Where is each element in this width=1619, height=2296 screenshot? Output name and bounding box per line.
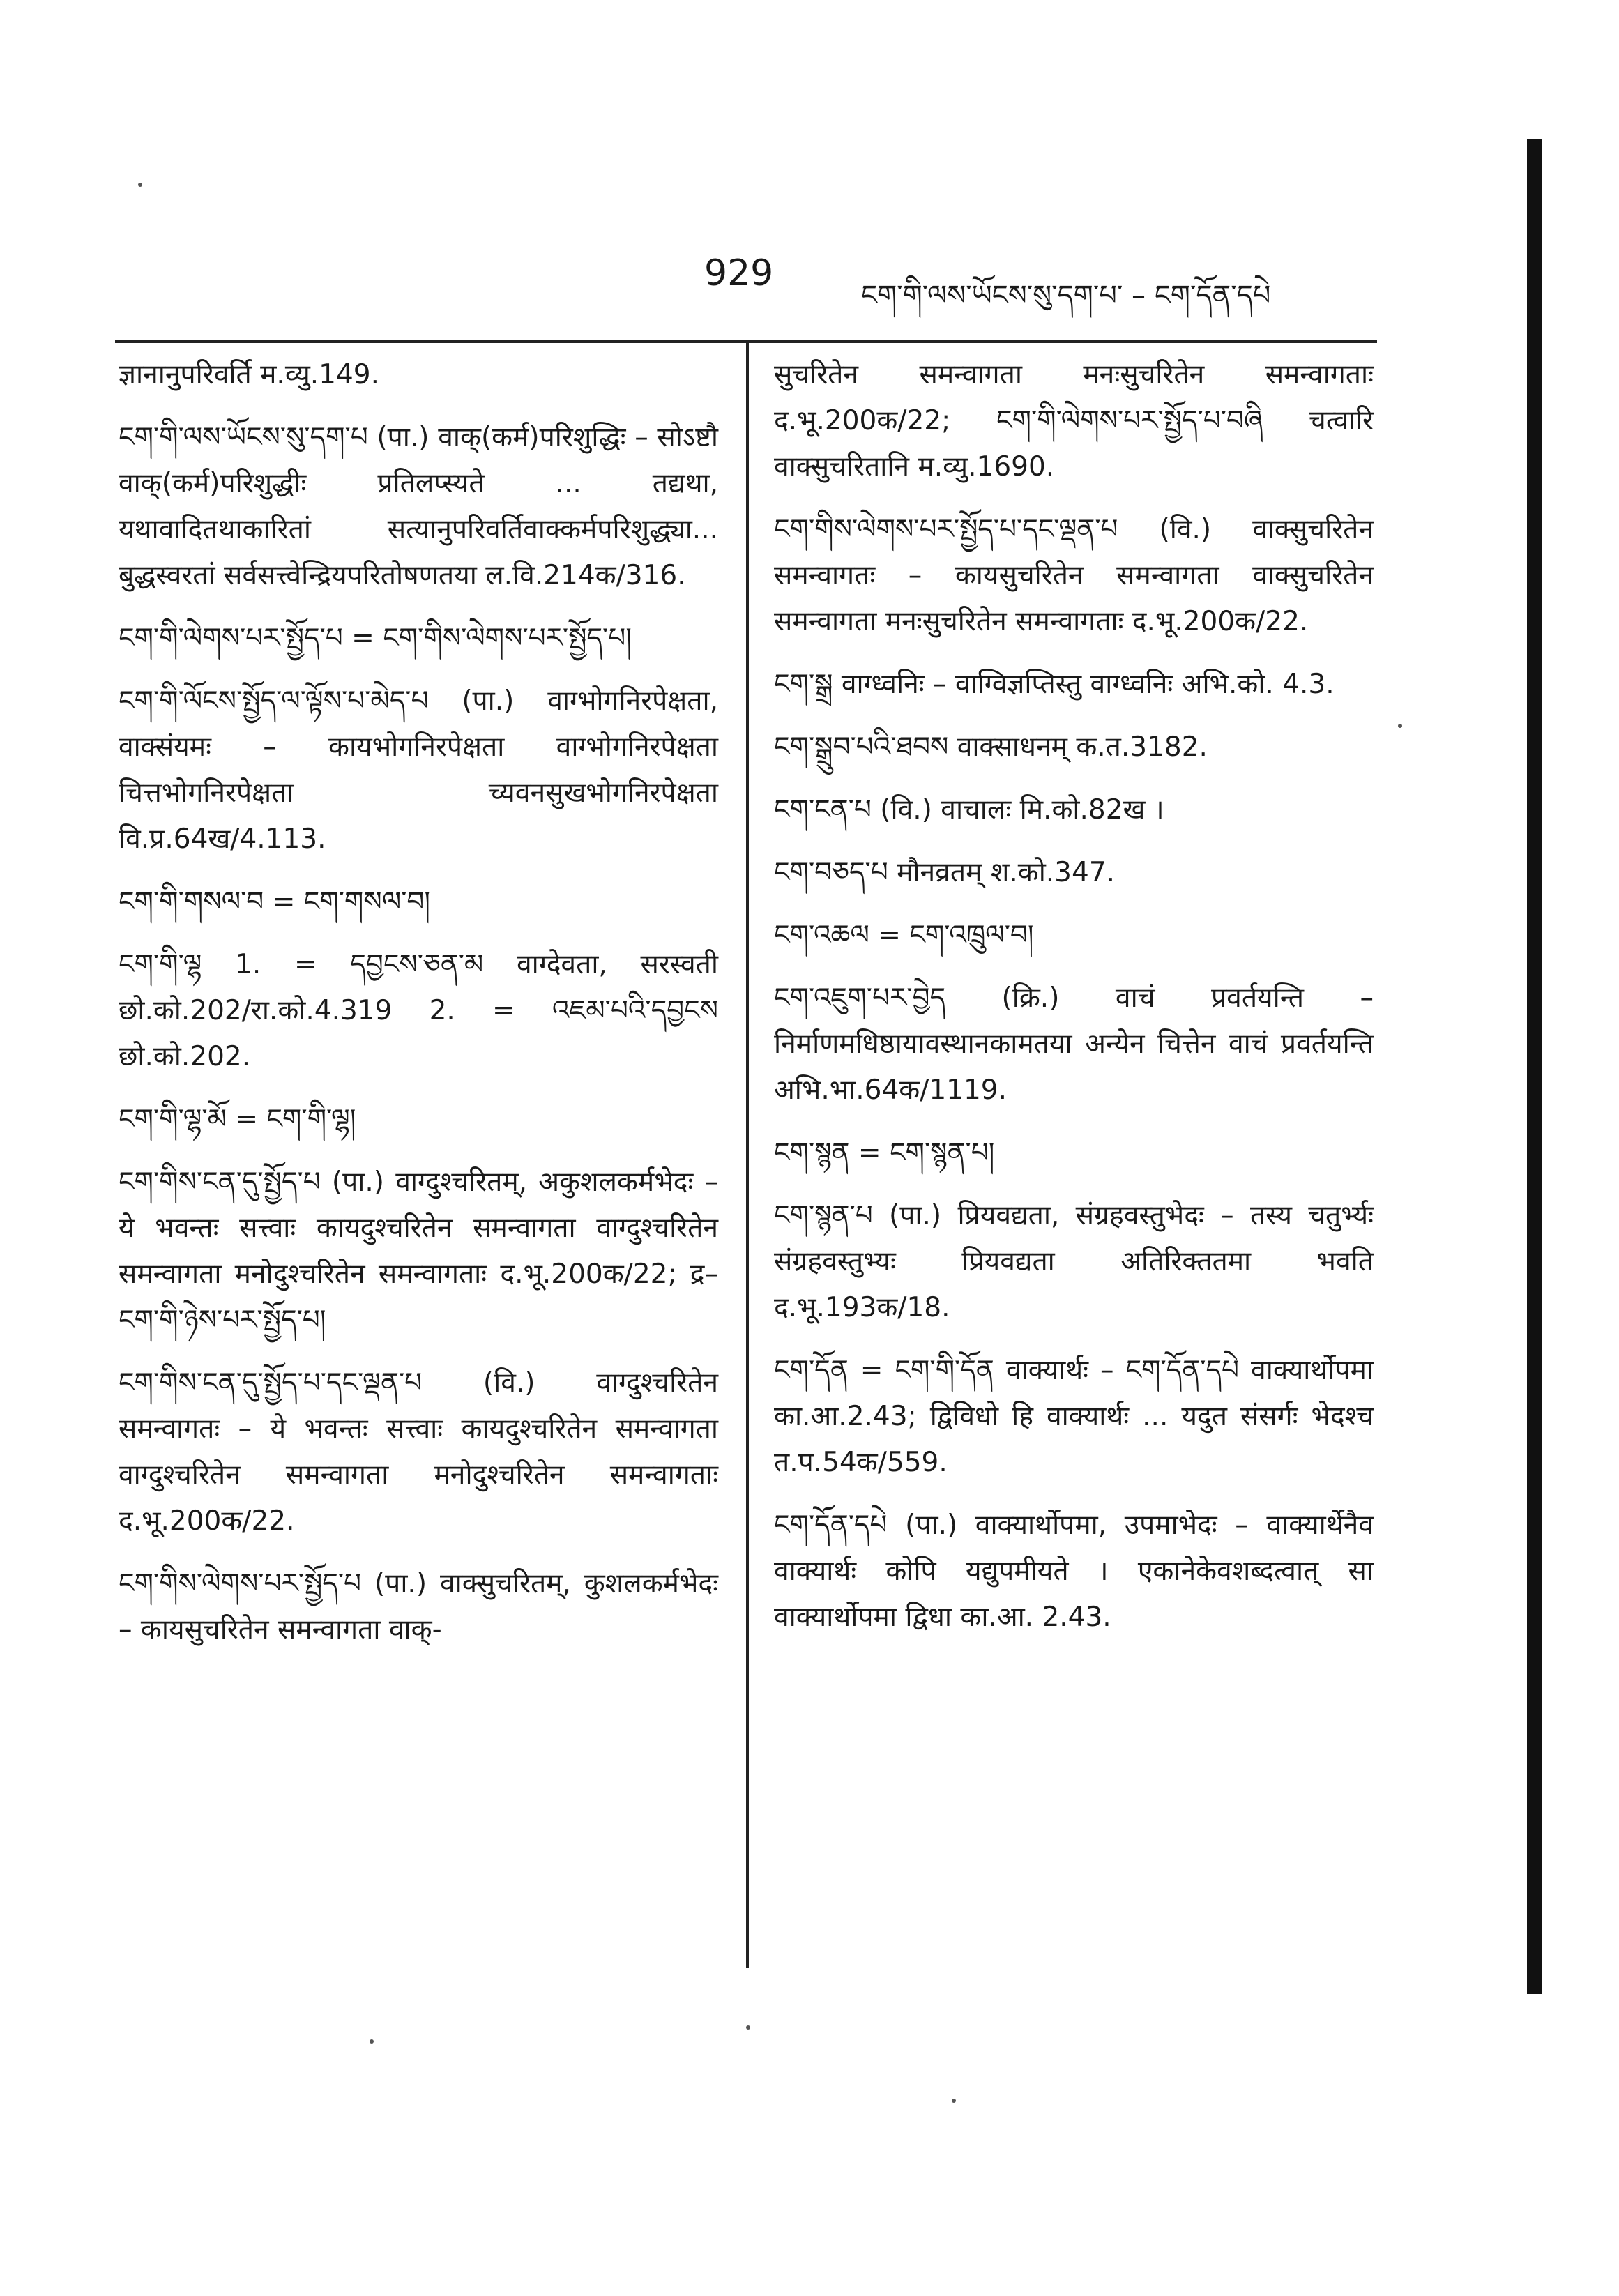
right-column <box>774 352 1374 1657</box>
dictionary-entry: ངག་འཆལ = ངག་འཁྲུལ་བ། <box>774 920 1034 951</box>
scan-speck <box>370 2039 374 2044</box>
dictionary-entry: ངག་གི་ལེགས་པར་སྤྱོད་པ = ངག་གིས་ལེགས་པར་སྤྱོད་པ། <box>119 623 632 654</box>
page-number: 929 <box>704 252 774 294</box>
dictionary-entry: ངག་སྒྲུབ་པའི་ཐབས वाक्साधनम् क.त.3182. <box>774 731 1208 763</box>
running-head: ངག་གི་ལས་ཡོངས་སུ་དག་པ་ – ངག་དོན་དཔེ <box>861 280 1271 312</box>
dictionary-entry: ངག་གི་ལྷ་མོ = ངག་གི་ལྷ། <box>119 1104 356 1135</box>
dictionary-entry: ངག་འཇུག་པར་བྱེད (क्रि.) वाचं प्रवर्तयन्ति – निर्माणमधिष्ठायावस्थानकामतया अन्येन चित्तेन वाचं प्रवर्तयन्ति अभि.भा.64क/1119. <box>774 982 1374 1106</box>
dictionary-entry: ངག་ངན་པ (वि.) वाचालः मि.को.82ख । <box>774 794 1164 826</box>
dictionary-entry: ངག་གི་ལོངས་སྤྱོད་ལ་ལྟོས་པ་མེད་པ (पा.) वाग्भोगनिरपेक्षता, वाक्संयमः – कायभोगनिरपेक्षता वाग्भोगनिरपेक्षता चित्तभोगनिरपेक्षता च्यवनसुखभोगनिरपेक्षता वि.प्र.64ख/4.113. <box>119 685 718 855</box>
dictionary-entry: ངག་གིས་ལེགས་པར་སྤྱོད་པ (पा.) वाक्सुचरितम्, कुशलकर्मभेदः – कायसुचरितेन समन्वागता वाक्- <box>119 1568 718 1645</box>
left-column <box>119 352 718 1670</box>
dictionary-entry: ज्ञानानुपरिवर्ति म.व्यु.149. <box>119 359 380 390</box>
dictionary-entry: ངག་དོན་དཔེ (पा.) वाक्यार्थोपमा, उपमाभेदः – वाक्यार्थेनैव वाक्यार्थः कोपि यद्युपमीयते । एकानेकेवशब्दत्वात् सा वाक्यार्थोपमा द्विधा का.आ. 2.43. <box>774 1510 1374 1633</box>
dictionary-entry: ངག་སྙན་པ (पा.) प्रियवद्यता, संग्रहवस्तुभेदः – तस्य चतुर्भ्यः संग्रहवस्तुभ्यः प्रियवद्यता अतिरिक्ततमा भवति द.भू.193क/18. <box>774 1200 1374 1323</box>
dictionary-entry: सुचरितेन समन्वागता मनःसुचरितेन समन्वागताः द.भू.200क/22; ངག་གི་ལེགས་པར་སྤྱོད་པ་བཞི चत्वारि वाक्सुचरितानि म.व्यु.1690. <box>774 359 1374 482</box>
dictionary-entry: ངག་གིས་ལེགས་པར་སྤྱོད་པ་དང་ལྡན་པ (वि.) वाक्सुचरितेन समन्वागतः – कायसुचरितेन समन्वागता वाक्सुचरितेन समन्वागता मनःसुचरितेन समन्वागताः द.भू.200क/22. <box>774 514 1374 637</box>
scan-speck <box>952 2099 956 2103</box>
scan-speck <box>1398 724 1402 728</box>
column-divider <box>746 343 749 1968</box>
scan-speck <box>138 183 142 187</box>
dictionary-entry: ངག་གི་གསལ་བ = ངག་གསལ་བ། <box>119 886 431 918</box>
dictionary-entry: ངག་དོན = ངག་གི་དོན वाक्यार्थः – ངག་དོན་དཔེ वाक्यार्थोपमा का.आ.2.43; द्विविधो हि वाक्यार्थः ... यदुत संसर्गः भेदश्च त.प.54क/559. <box>774 1355 1374 1478</box>
dictionary-entry: ངག་སྙན = ངག་སྙན་པ། <box>774 1137 995 1169</box>
dictionary-entry: ངག་གི་ལས་ཡོངས་སུ་དག་པ (पा.) वाक्(कर्म)परिशुद्धिः – सोऽष्टौ वाक्(कर्म)परिशुद्धीः प्रतिलप्स्यते ... तद्यथा, यथावादितथाकारितां सत्यानुपरिवर्तिवाक्कर्मपरिशुद्ध्या... बुद्धस्वरतां सर्वसत्त्वेन्द्रियपरितोषणतया ल.वि.214क/316. <box>119 422 718 591</box>
dictionary-entry: ངག་གིས་ངན་དུ་སྤྱོད་པ (पा.) वाग्दुश्चरितम्, अकुशलकर्मभेदः – ये भवन्तः सत्त्वाः कायदुश्चरितेन समन्वागता वाग्दुश्चरितेन समन्वागता मनोदुश्चरितेन समन्वागताः द.भू.200क/22; द्र– ངག་གི་ཉེས་པར་སྤྱོད་པ། <box>119 1166 718 1336</box>
scan-margin-bar <box>1527 139 1542 1994</box>
dictionary-entry: ངག་གི་ལྷ 1. = དབྱངས་ཅན་མ वाग्देवता, सरस्वती छो.को.202/रा.को.4.319 2. = འཇམ་པའི་དབྱངས छो.को.202. <box>119 949 718 1072</box>
dictionary-entry: ངག་སྒྲ वाग्ध्वनिः – वाग्विज्ञप्तिस्तु वाग्ध्वनिः अभि.को. 4.3. <box>774 669 1335 700</box>
scan-speck <box>746 2025 750 2030</box>
dictionary-entry: ངག་བཅད་པ मौनव्रतम् श.को.347. <box>774 857 1116 888</box>
dictionary-entry: ངག་གིས་ངན་དུ་སྤྱོད་པ་དང་ལྡན་པ (वि.) वाग्दुश्चरितेन समन्वागतः – ये भवन्तः सत्त्वाः कायदुश्चरितेन समन्वागता वाग्दुश्चरितेन समन्वागता मनोदुश्चरितेन समन्वागताः द.भू.200क/22. <box>119 1367 718 1537</box>
